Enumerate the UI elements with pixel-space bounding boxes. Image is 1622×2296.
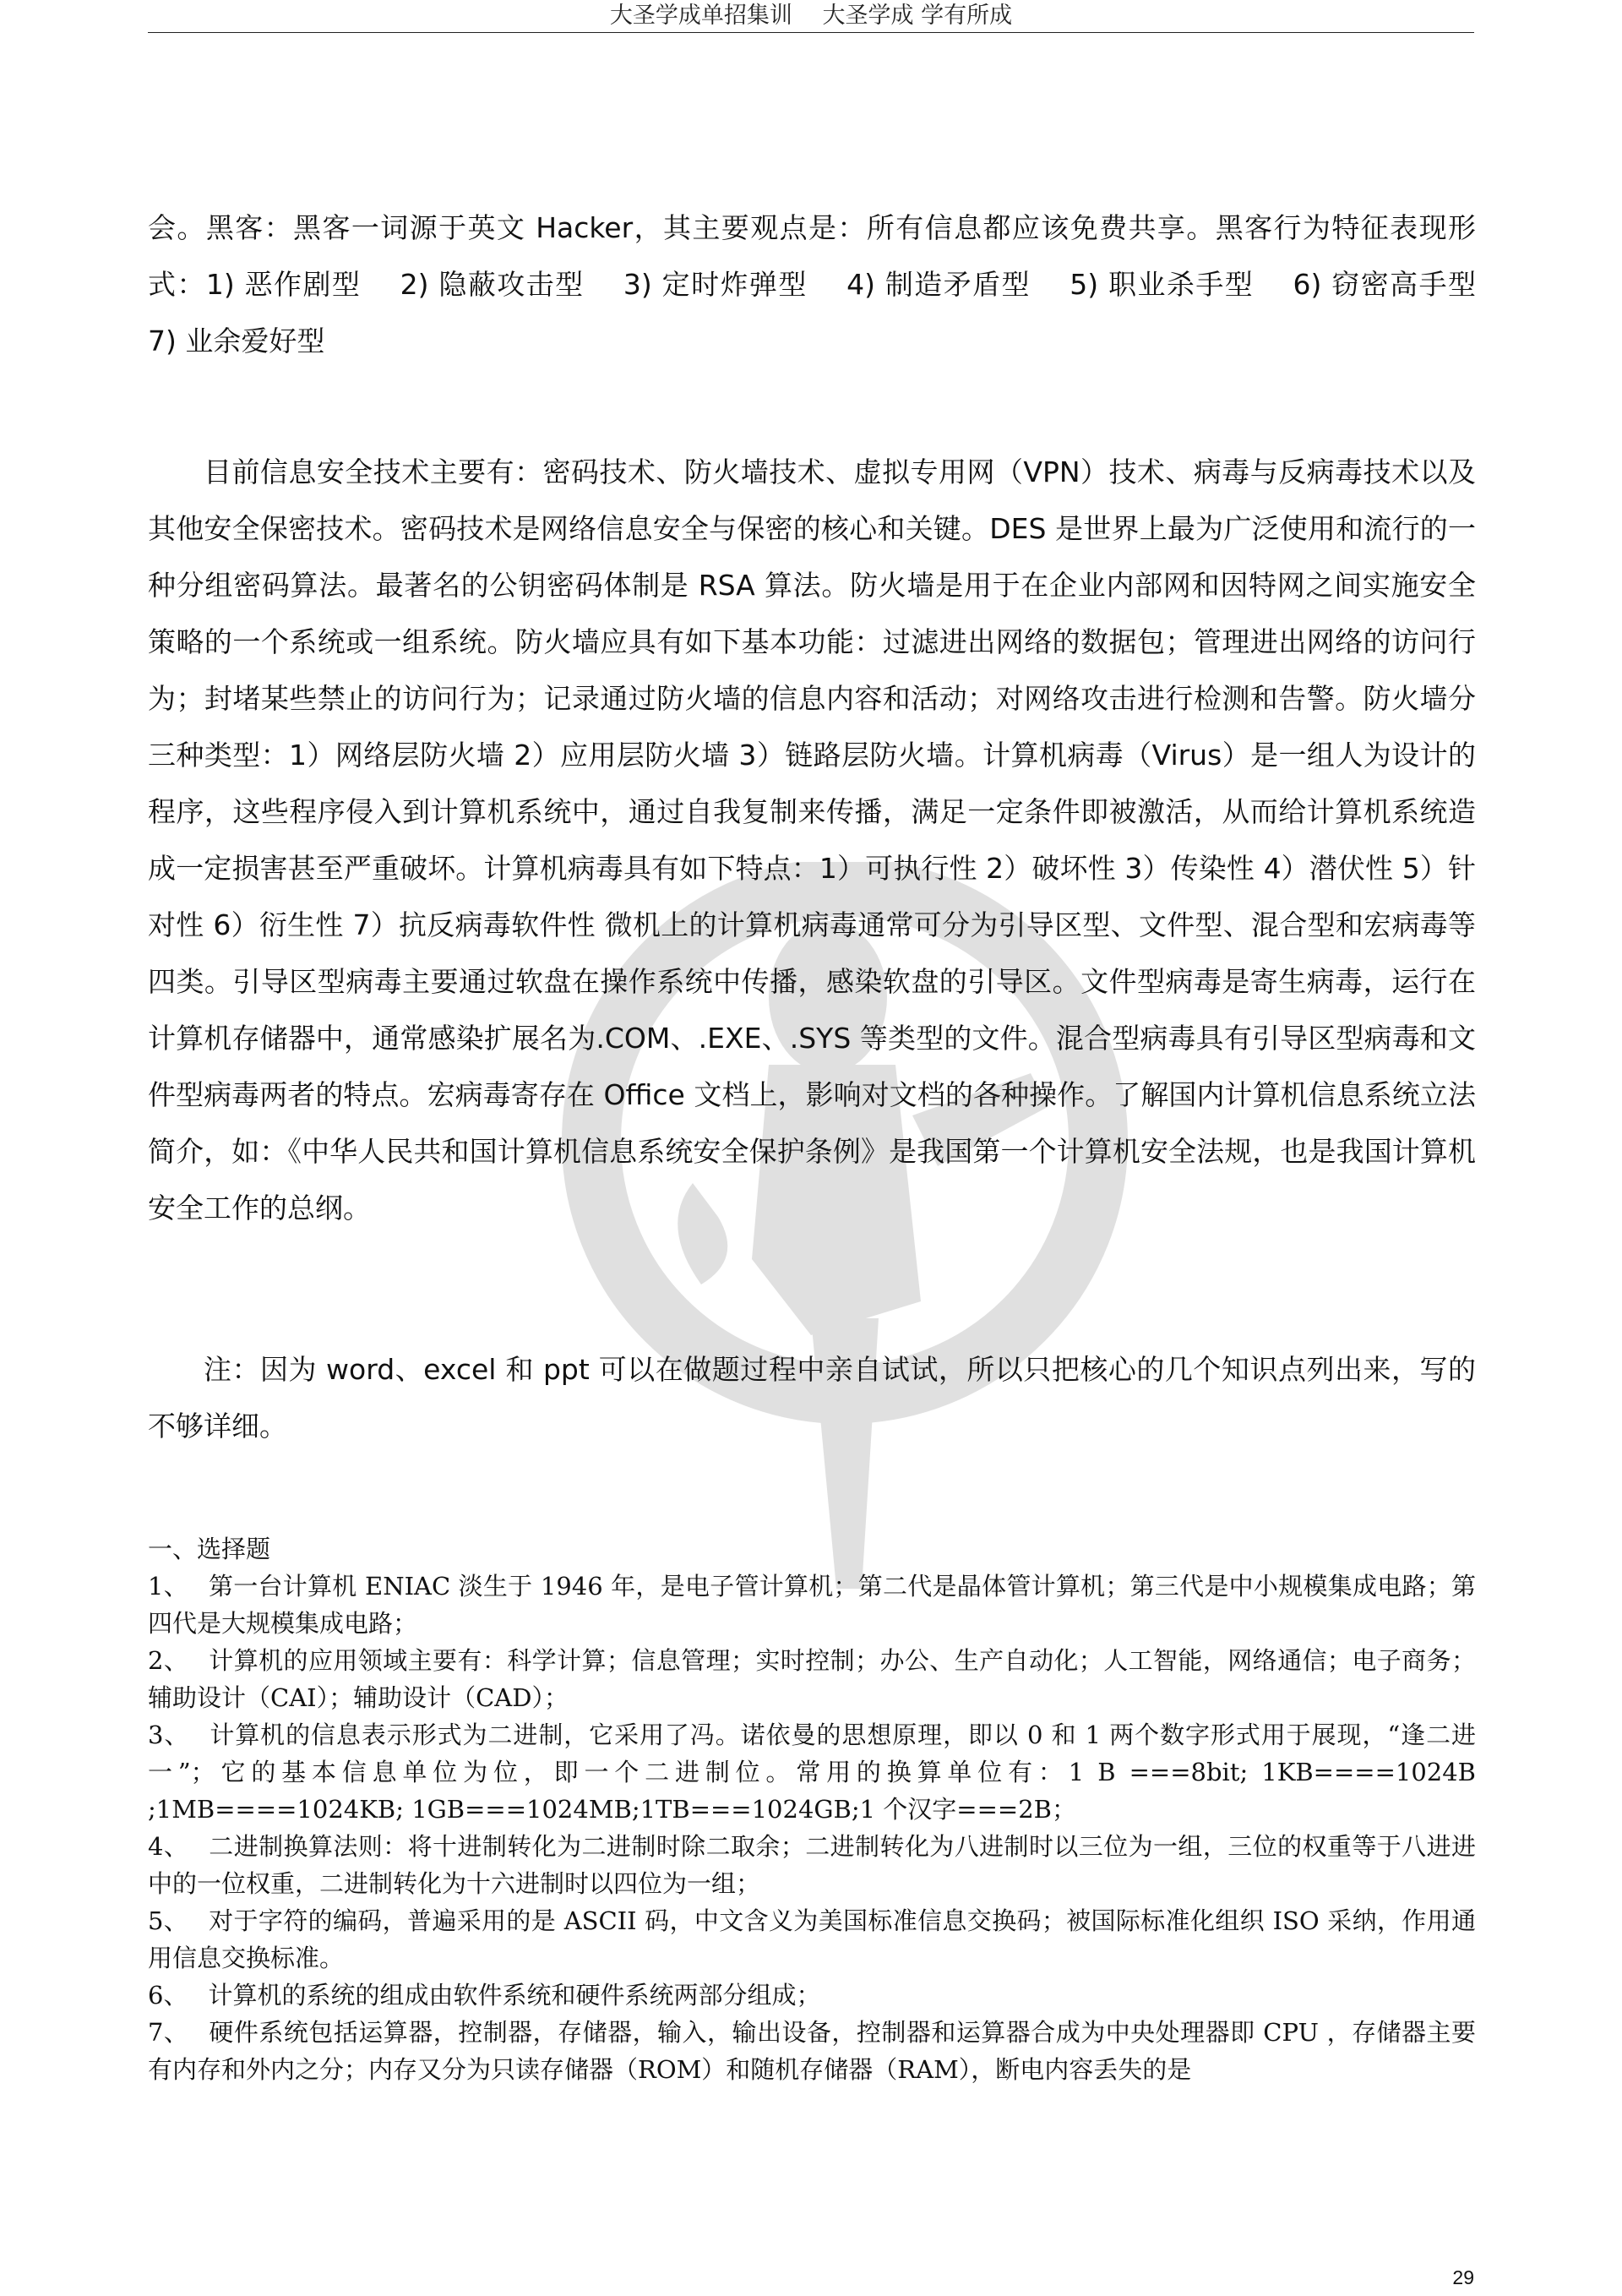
paragraph-text: 注：因为 word、excel 和 ppt 可以在做题过程中亲自试试，所以只把核心的几个知识点列出来，写的不够详细。	[148, 1353, 1476, 1442]
list-heading: 一、选择题	[148, 1535, 271, 1563]
list-item-number: 3、	[148, 1721, 190, 1749]
list-item	[148, 2014, 1476, 2088]
list-item-text: 第一台计算机 ENIAC 淡生于 1946 年，是电子管计算机；第二代是晶体管计算机；第三代是中小规模集成电路；第四代是大规模集成电路；	[148, 1572, 1477, 1638]
paragraph-note	[148, 1341, 1476, 1454]
list-item-number: 4、	[148, 1832, 189, 1861]
list-item-number: 6、	[148, 1981, 188, 2010]
list-item	[148, 1568, 1476, 1642]
list-item-text: 计算机的应用领域主要有：科学计算；信息管理；实时控制；办公、生产自动化；人工智能，网络通信；电子商务；辅助设计（CAI）；辅助设计（CAD）；	[148, 1646, 1476, 1712]
list-item-number: 5、	[148, 1906, 189, 1935]
paragraph-hacker-types	[148, 199, 1513, 369]
list-item-text: 二进制换算法则：将十进制转化为二进制时除二取余；二进制转化为八进制时以三位为一组，三位的权重等于八进进中的一位权重，二进制转化为十六进制时以四位为一组；	[148, 1832, 1476, 1898]
list-item-text: 计算机的系统的组成由软件系统和硬件系统两部分组成；	[208, 1981, 821, 2010]
page-number: 29	[1452, 2266, 1474, 2288]
list-item	[148, 1828, 1476, 1902]
list-item	[148, 1902, 1476, 1977]
paragraph-text: 会。黑客：黑客一词源于英文 Hacker，其主要观点是：所有信息都应该免费共享。黑客行为特征表现形式：1) 恶作剧型 2) 隐蔽攻击型 3) 定时炸弹型 4) 制造矛盾型 5) 职业杀手型 6) 窃密高手型 7) 业余爱好型	[148, 211, 1513, 357]
list-item-text: 硬件系统包括运算器，控制器，存储器，输入，输出设备，控制器和运算器合成为中央处理器即 CPU ，存储器主要有内存和外内之分；内存又分为只读存储器（ROM）和随机存储器（RAM），断电内容丢失的是	[148, 2018, 1477, 2084]
list-item	[148, 1716, 1476, 1828]
paragraph-text: 目前信息安全技术主要有：密码技术、防火墙技术、虚拟专用网（VPN）技术、病毒与反病毒技术以及其他安全保密技术。密码技术是网络信息安全与保密的核心和关键。DES 是世界上最为广泛使用和流行的一种分组密码算法。最著名的公钥密码体制是 RSA 算法。防火墙是用于在企业内部网和因特网之间实施安全策略的一个系统或一组系统。防火墙应具有如下基本功能：过滤进出网络的数据包；管理进出网络的访问行为；封堵某些禁止的访问行为；记录通过防火墙的信息内容和活动；对网络攻击进行检测和告警。防火墙分三种类型：1）网络层防火墙 2）应用层防火墙 3）链路层防火墙。计算机病毒（Virus）是一组人为设计的程序，这些程序侵入到计算机系统中，通过自我复制来传播，满足一定条件即被激活，从而给计算机系统造成一定损害甚至严重破坏。计算机病毒具有如下特点：1）可执行性 2）破坏性 3）传染性 4）潜伏性 5）针对性 6）衍生性 7）抗反病毒软件性 微机上的计算机病毒通常可分为引导区型、文件型、混合型和宏病毒等四类。引导区型病毒主要通过软盘在操作系统中传播，感染软盘的引导区。文件型病毒是寄生病毒，运行在计算机存储器中，通常感染扩展名为.COM、.EXE、.SYS 等类型的文件。混合型病毒具有引导区型病毒和文件型病毒两者的特点。宏病毒寄存在 Office 文档上，影响对文档的各种操作。了解国内计算机信息系统立法简介，如：《中华人民共和国计算机信息系统安全保护条例》是我国第一个计算机安全法规，也是我国计算机安全工作的总纲。	[148, 455, 1476, 1224]
list-item-number: 2、	[148, 1646, 189, 1675]
list-item-text: 对于字符的编码，普遍采用的是 ASCII 码，中文含义为美国标准信息交换码；被国际标准化组织 ISO 采纳，作用通用信息交换标准。	[148, 1906, 1477, 1972]
list-item	[148, 1977, 1476, 2014]
list-item-text: 计算机的信息表示形式为二进制，它采用了冯。诺依曼的思想原理，即以 0 和 1 两个数字形式用于展现，“逢二进一”；它的基本信息单位为位，即一个二进制位。常用的换算单位有：1 B ===8bit; 1KB====1024B ;1MB====1024KB; 1GB===1024MB;1TB===1024GB;1 个汉字===2B；	[148, 1721, 1477, 1824]
list-item-number: 7、	[148, 2018, 189, 2047]
paragraph-security-technologies	[148, 444, 1476, 1236]
header-title: 大圣学成单招集训 大圣学成 学有所成	[609, 3, 1013, 29]
list-item-number: 1、	[148, 1572, 188, 1601]
list-item	[148, 1642, 1476, 1716]
page-header	[148, 0, 1474, 33]
choice-question-list	[148, 1530, 1476, 2088]
